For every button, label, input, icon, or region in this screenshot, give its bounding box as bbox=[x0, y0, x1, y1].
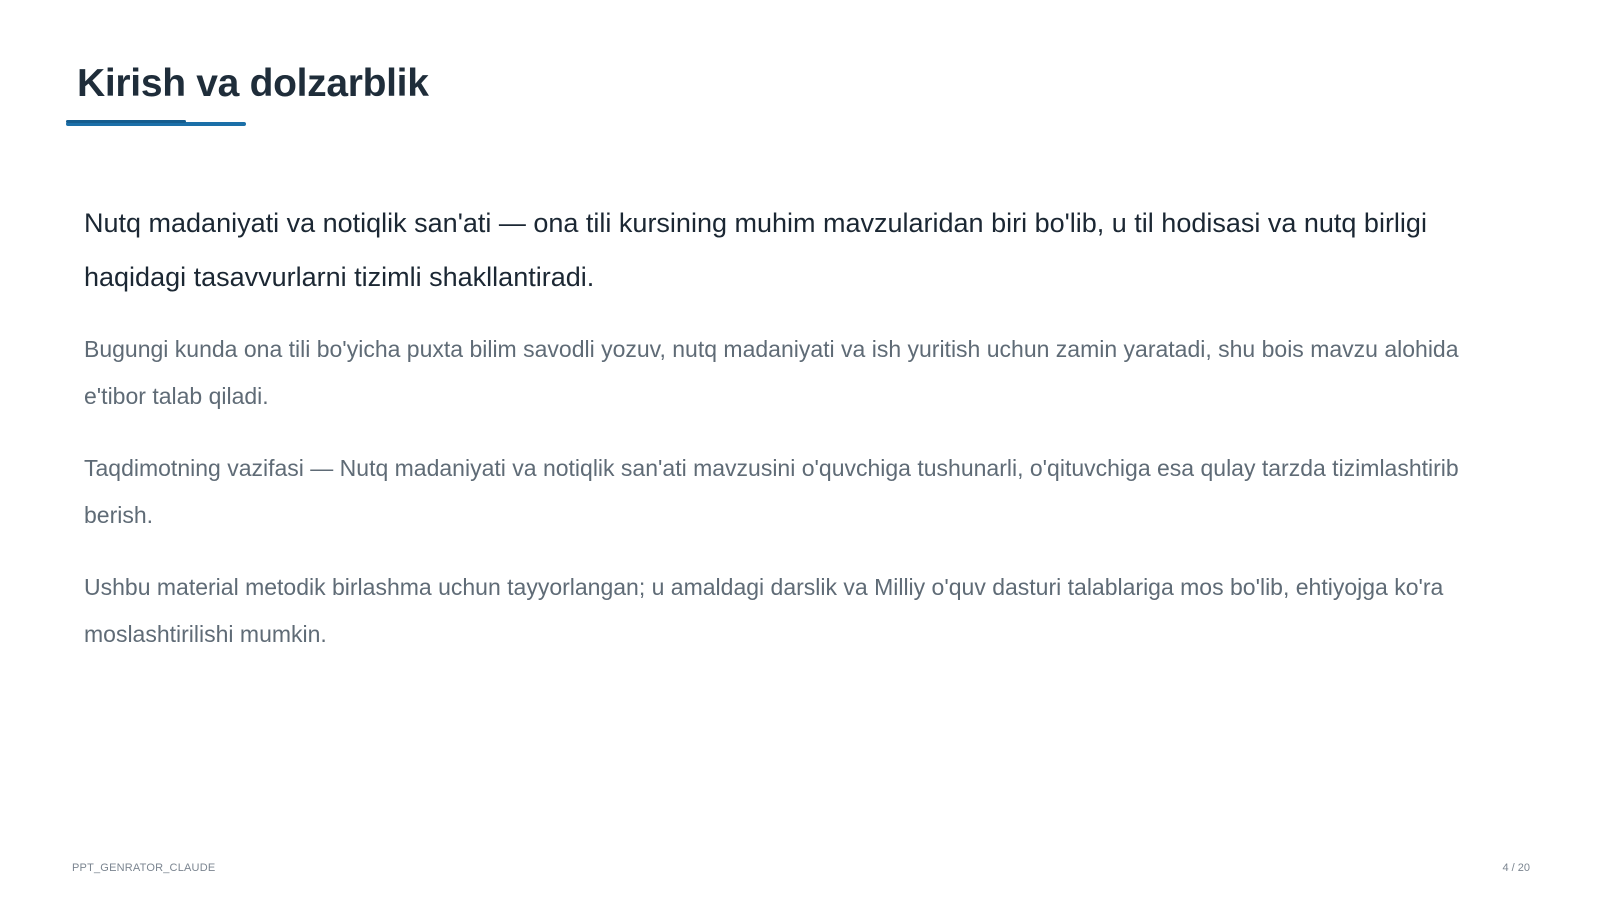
footer-generator-label: PPT_GENRATOR_CLAUDE bbox=[72, 862, 216, 874]
body-paragraph: Taqdimotning vazifasi — Nutq madaniyati va notiqlik san'ati mavzusini o'quvchiga tushunarli, o'qituvchiga esa qulay tarzda tizimlashtirib berish. bbox=[84, 455, 1459, 528]
body-paragraph: Bugungi kunda ona tili bo'yicha puxta bilim savodli yozuv, nutq madaniyati va ish yuritish uchun zamin yaratadi, shu bois mavzu alohida e'tibor talab qiladi. bbox=[84, 336, 1459, 409]
slide-content bbox=[84, 196, 1524, 683]
body-paragraph: Ushbu material metodik birlashma uchun tayyorlangan; u amaldagi darslik va Milliy o'quv dasturi talablariga mos bo'lib, ehtiyojga ko'ra moslashtirilishi mumkin. bbox=[84, 574, 1444, 647]
page-number: 4 / 20 bbox=[1502, 862, 1530, 874]
slide-title: Kirish va dolzarblik bbox=[77, 62, 429, 105]
title-underline-accent bbox=[66, 120, 186, 123]
lead-paragraph: Nutq madaniyati va notiqlik san'ati — ona tili kursining muhim mavzularidan biri bo'lib, u til hodisasi va nutq birligi haqidagi tasavvurlarni tizimli shakllantiradi. bbox=[84, 208, 1427, 292]
